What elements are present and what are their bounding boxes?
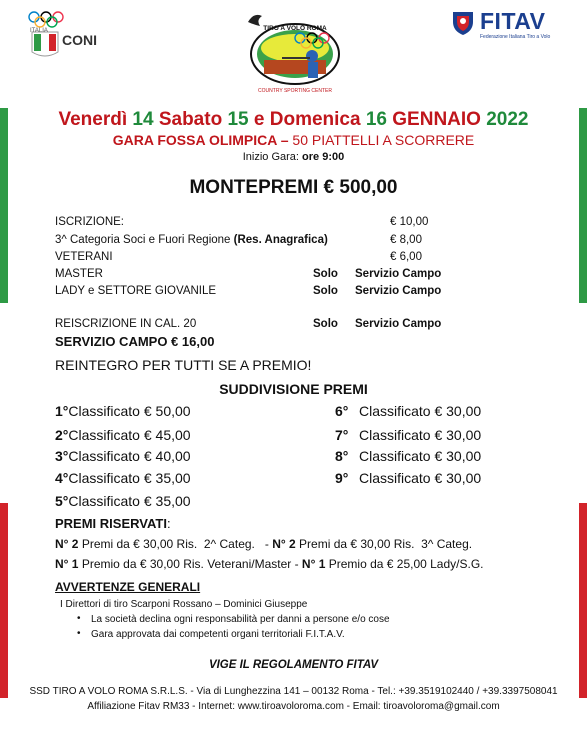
bullet-approvata: • Gara approvata dai competenti organi territoriali F.I.T.A.V. [91, 629, 345, 640]
year: 2022 [486, 109, 529, 130]
coni-logo [26, 10, 106, 60]
prize-position: 3° [55, 448, 69, 464]
desc-b: Premio da € 30,00 Ris. Veterani/Master - [78, 557, 302, 571]
club-logo [242, 8, 348, 100]
prize-text: Classificato € 30,00 [359, 448, 482, 464]
start-time [0, 151, 587, 163]
prize-position: 1° [55, 403, 69, 419]
avvertenze-title: AVVERTENZE GENERALI [55, 580, 201, 594]
prize-position: 2° [55, 427, 69, 443]
footer-address: SSD TIRO A VOLO ROMA S.R.L.S. - Via di Lunghezzina 141 – 00132 Roma - Tel.: +39.3519102440 / +39.3397508041 [29, 686, 558, 697]
prize-8 [335, 448, 481, 464]
desc-b: Premi da € 30,00 Ris. 2^ Categ. - [78, 537, 273, 551]
prize-text: Classificato € 50,00 [68, 403, 191, 419]
prize-9 [335, 470, 481, 486]
prize-position: 7° [335, 427, 349, 443]
fee-value-lady: Servizio Campo [355, 285, 442, 297]
fee-label-veterani: VETERANI [55, 251, 113, 263]
event-type: GARA FOSSA OLIMPICA – [112, 132, 289, 148]
fee-label-categoria [55, 234, 328, 246]
day-number-16: 16 [365, 109, 387, 130]
desc-d: Premio da € 25,00 Lady/S.G. [325, 557, 484, 571]
premi-riservati-label: PREMI RISERVATI [55, 516, 167, 531]
prize-text: Classificato € 30,00 [359, 403, 482, 419]
day-sunday: Domenica [269, 109, 361, 130]
prize-text: Classificato € 30,00 [359, 427, 482, 443]
prize-text: Classificato € 35,00 [68, 470, 191, 486]
prize-text: Classificato € 45,00 [68, 427, 191, 443]
day-saturday: Sabato [158, 109, 223, 130]
prize-position: 9° [335, 470, 349, 486]
fee-label-iscrizione: ISCRIZIONE: [55, 216, 125, 228]
prize-text: Classificato € 30,00 [359, 470, 482, 486]
start-time-value: ore 9:00 [302, 151, 345, 163]
premi-riservati-colon: : [166, 516, 171, 531]
fee-value-master: Servizio Campo [355, 268, 442, 280]
shooter-emblem-icon [242, 8, 348, 100]
coni-label: CONI [62, 32, 97, 48]
count-a: N° 1 [55, 557, 79, 571]
day-number-14: 14 [132, 109, 154, 130]
prize-1 [55, 403, 191, 419]
prize-4 [55, 470, 191, 486]
prize-7 [335, 427, 481, 443]
start-label: Inizio Gara: [242, 151, 299, 163]
fee-label-categoria-text: 3^ Categoria Soci e Fuori Regione [55, 234, 231, 246]
event-format: 50 PIATTELLI A SCORRERE [288, 132, 475, 148]
count-c: N° 1 [301, 557, 326, 571]
bullet-responsabilita: • La società declina ogni responsabilità per danni a persone e/o cose [91, 614, 390, 625]
svg-text:TIRO A VOLO ROMA: TIRO A VOLO ROMA [263, 25, 327, 32]
coni-sub-label: ITALIA [30, 28, 48, 34]
prize-pool-title: MONTEPREMI € 500,00 [189, 177, 398, 198]
regolamento-note: VIGE IL REGOLAMENTO FITAV [208, 659, 379, 671]
day-friday: Venerdì [58, 109, 128, 130]
fitav-label: FITAV [480, 8, 546, 34]
prize-position: 4° [55, 470, 69, 486]
footer-contacts: Affiliazione Fitav RM33 - Internet: www.tiroavoloroma.com - Email: tiroavoloroma@gmail.com [87, 701, 500, 712]
event-dates-title [0, 109, 587, 131]
prize-6 [335, 403, 481, 419]
reintegro-note: REINTEGRO PER TUTTI SE A PREMIO! [55, 357, 312, 373]
fee-solo-master: Solo [313, 268, 338, 280]
fee-label-lady: LADY e SETTORE GIOVANILE [55, 285, 217, 297]
conjunction: e [253, 109, 265, 130]
fee-value-veterani: € 6,00 [390, 251, 422, 263]
day-number-15: 15 [227, 109, 249, 130]
prize-5 [55, 493, 191, 509]
fitav-sub-label: Federazione Italiana Tiro a Volo [480, 34, 551, 40]
prize-position: 6° [335, 403, 349, 419]
prize-3 [55, 448, 191, 464]
count-c: N° 2 [272, 537, 296, 551]
event-subtitle [0, 132, 587, 148]
servizio-campo-price: SERVIZIO CAMPO € 16,00 [55, 334, 215, 349]
desc-d: Premi da € 30,00 Ris. 3^ Categ. [295, 537, 473, 551]
premi-riservati-line-2 [55, 557, 484, 571]
direttori-line: I Direttori di tiro Scarponi Rossano – Dominici Giuseppe [60, 599, 308, 610]
fee-solo-lady: Solo [313, 285, 338, 297]
prize-position: 5° [55, 493, 69, 509]
fee-value-iscrizione: € 10,00 [390, 216, 429, 228]
premi-riservati-line-1 [55, 537, 472, 551]
fee-value-reiscrizione: Servizio Campo [355, 318, 442, 330]
month: GENNAIO [392, 109, 481, 130]
svg-text:COUNTRY SPORTING CENTER: COUNTRY SPORTING CENTER [258, 88, 332, 94]
fee-note-res-anagrafica: (Res. Anagrafica) [233, 234, 328, 246]
fee-label-master: MASTER [55, 268, 103, 280]
fee-solo-reiscrizione: Solo [313, 318, 338, 330]
prize-text: Classificato € 35,00 [68, 493, 191, 509]
fitav-logo [450, 10, 562, 40]
count-a: N° 2 [55, 537, 79, 551]
prize-text: Classificato € 40,00 [68, 448, 191, 464]
suddivisione-title: SUDDIVISIONE PREMI [219, 381, 368, 397]
premi-riservati-title [55, 516, 171, 531]
prize-2 [55, 427, 191, 443]
fee-value-categoria: € 8,00 [390, 234, 422, 246]
fitav-shield-icon [450, 10, 476, 36]
fee-label-reiscrizione: REISCRIZIONE IN CAL. 20 [55, 318, 197, 330]
prize-position: 8° [335, 448, 349, 464]
